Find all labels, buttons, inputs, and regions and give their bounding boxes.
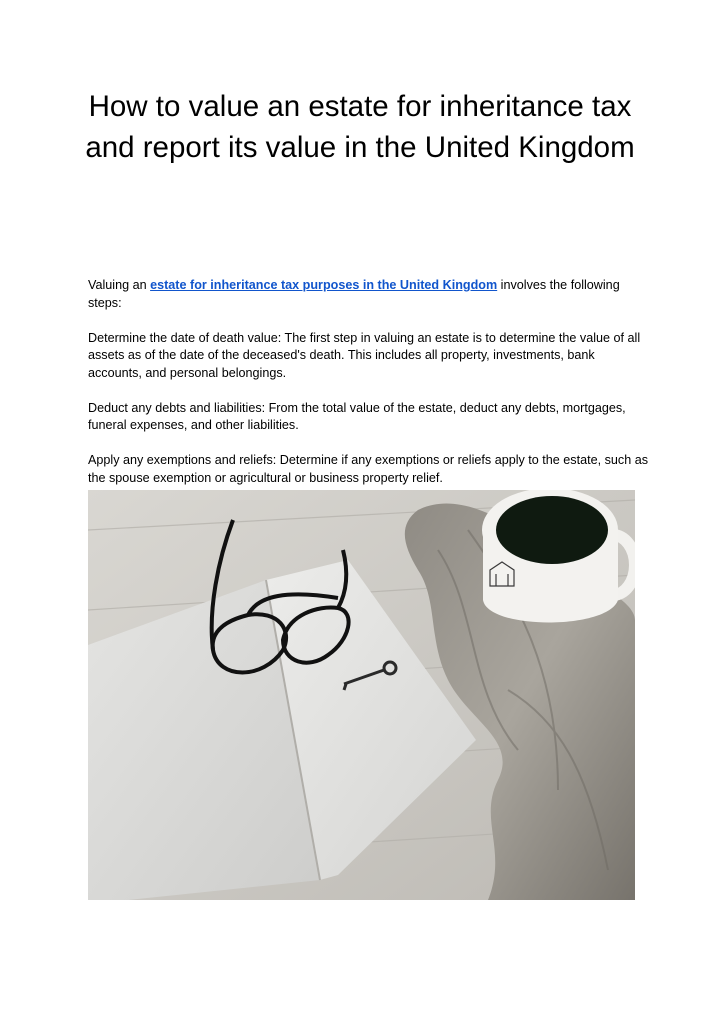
- paragraph-exemptions-reliefs: Apply any exemptions and reliefs: Determine if any exemptions or reliefs apply to the estate, such as the spouse exemption or agricultural or business property relief.: [88, 453, 649, 485]
- coffee: [496, 496, 608, 564]
- paragraph-debts-liabilities: Deduct any debts and liabilities: From the total value of the estate, deduct any debts, mortgages, funeral expenses, and other liabilities.: [88, 400, 626, 432]
- estate-inheritance-tax-link[interactable]: estate for inheritance tax purposes in the United Kingdom: [150, 278, 498, 292]
- estate-photo: [88, 490, 635, 900]
- paragraph-date-of-death: Determine the date of death value: The first step in valuing an estate is to determine the value of all assets as of the date of the deceased's death. This includes all property, investments, bank accounts, and personal belongings.: [88, 330, 641, 380]
- document-body: [88, 277, 648, 505]
- intro-text-before: Valuing an: [88, 278, 151, 292]
- intro-paragraph: [88, 277, 648, 312]
- intro-text-after: involves the following steps:: [88, 278, 620, 310]
- photo-illustration: [88, 490, 635, 900]
- page-title: How to value an estate for inheritance tax and report its value in the United Kingdom: [85, 90, 635, 164]
